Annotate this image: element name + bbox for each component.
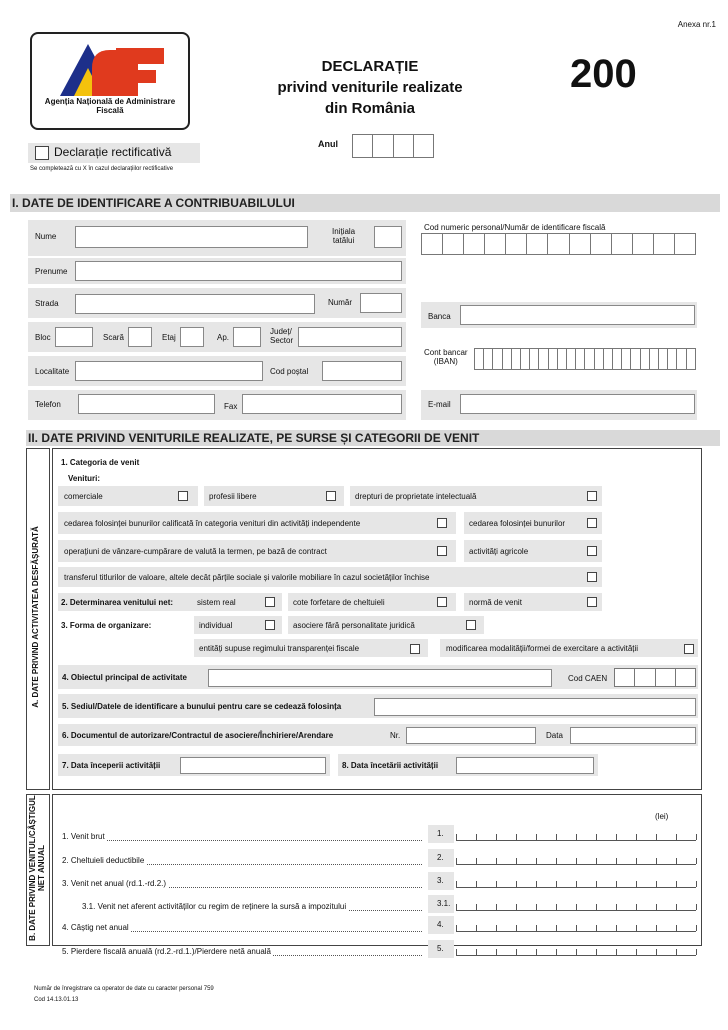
digit-separator [656, 834, 657, 840]
modificarea-label: modificarea modalității/formei de exercitare a activității [446, 644, 639, 653]
digit-separator [676, 949, 677, 955]
obiectul-field[interactable] [208, 669, 552, 687]
profesii-checkbox[interactable] [326, 491, 336, 501]
title-line3: din România [324, 100, 415, 117]
prenume-label: Prenume [35, 267, 68, 276]
agency-name: Agenția Națională de Administrare Fiscală [44, 97, 176, 115]
forma-label: 3. Forma de organizare: [61, 621, 152, 630]
digit-separator [456, 904, 457, 910]
digit-separator [496, 949, 497, 955]
digit-separator [656, 925, 657, 931]
digit-separator [576, 834, 577, 840]
numar-label: Număr [328, 298, 353, 307]
digit-separator [516, 858, 517, 864]
modificarea-checkbox[interactable] [684, 644, 694, 654]
digit-separator [536, 925, 537, 931]
rectificativa-checkbox[interactable] [35, 146, 49, 160]
cod-postal-label: Cod poștal [270, 367, 309, 376]
judet-field[interactable] [298, 327, 402, 347]
digit-separator [516, 904, 517, 910]
digit-separator [596, 881, 597, 887]
individual-checkbox[interactable] [265, 620, 275, 630]
income-row-amount-field[interactable] [456, 896, 696, 911]
cont-label: Cont bancar (IBAN) [424, 348, 468, 366]
telefon-field[interactable] [78, 394, 215, 414]
digit-separator [636, 881, 637, 887]
inceperii-label: 7. Data începerii activității [62, 761, 161, 770]
digit-separator [556, 949, 557, 955]
email-label: E-mail [428, 400, 451, 409]
digit-separator [576, 925, 577, 931]
numar-field[interactable] [360, 293, 402, 313]
section1-title: I. DATE DE IDENTIFICARE A CONTRIBUABILULUI [10, 194, 720, 212]
year-input[interactable] [352, 134, 434, 158]
etaj-label: Etaj [162, 333, 176, 342]
cote-label: cote forfetare de cheltuieli [293, 598, 385, 607]
scara-label: Scară [103, 333, 124, 342]
norma-checkbox[interactable] [587, 597, 597, 607]
income-row-label: 1. Venit brut [62, 832, 105, 841]
digit-separator [456, 834, 457, 840]
transferul-checkbox[interactable] [587, 572, 597, 582]
form-title [240, 56, 500, 119]
year-label: Anul [318, 139, 338, 149]
income-row-label: 2. Cheltuieli deductibile [62, 856, 145, 865]
footer-line1: Număr de înregistrare ca operator de date cu caracter personal 759 [34, 986, 214, 992]
nume-label: Nume [35, 232, 57, 241]
digit-separator [696, 834, 697, 840]
sistem-real-checkbox[interactable] [265, 597, 275, 607]
digit-separator [656, 949, 657, 955]
digit-separator [616, 858, 617, 864]
side-b-label: B. DATE PRIVIND VENITUL/CÂȘTIGUL NET ANUAL [28, 795, 46, 941]
digit-separator [476, 858, 477, 864]
digit-separator [456, 949, 457, 955]
income-row-label: 3.1. Venit net aferent activităților cu regim de reținere la sursă a impozitului [82, 902, 347, 911]
digit-separator [676, 904, 677, 910]
digit-separator [576, 881, 577, 887]
rectificativa-note: Se completează cu X în cazul declarațiilor rectificative [30, 166, 174, 172]
data-label: Data [546, 731, 563, 740]
digit-separator [496, 881, 497, 887]
nume-field[interactable] [75, 226, 308, 248]
income-row-amount-field[interactable] [456, 873, 696, 888]
income-row-number: 3. [437, 876, 444, 885]
digit-separator [456, 925, 457, 931]
comerciale-label: comerciale [64, 492, 103, 501]
digit-separator [496, 925, 497, 931]
data-field[interactable] [570, 727, 696, 744]
email-field[interactable] [460, 394, 695, 414]
section2-title: II. DATE PRIVIND VENITURILE REALIZATE, PE SURSE ȘI CATEGORII DE VENIT [26, 430, 720, 446]
entitati-checkbox[interactable] [410, 644, 420, 654]
agricole-checkbox[interactable] [587, 546, 597, 556]
digit-separator [616, 949, 617, 955]
determinarea-label: 2. Determinarea venitului net: [61, 598, 174, 607]
digit-separator [556, 858, 557, 864]
digit-separator [576, 858, 577, 864]
income-row-label: 5. Pierdere fiscală anuală (rd.2.-rd.1.)/Pierdere netă anuală [62, 947, 272, 956]
digit-separator [556, 904, 557, 910]
digit-separator [656, 858, 657, 864]
sediul-field[interactable] [374, 698, 696, 716]
caen-label: Cod CAEN [568, 674, 608, 683]
income-row-number: 1. [437, 829, 444, 838]
digit-separator [536, 858, 537, 864]
telefon-label: Telefon [35, 400, 61, 409]
income-row-leader [66, 840, 422, 841]
digit-separator [516, 834, 517, 840]
cedarea-calif-label: cedarea folosinței bunurilor calificată în categoria venituri din activități independente [64, 519, 361, 528]
digit-separator [596, 858, 597, 864]
digit-separator [596, 904, 597, 910]
ap-label: Ap. [217, 333, 230, 342]
digit-separator [656, 904, 657, 910]
cedarea-label: cedarea folosinței bunurilor [469, 519, 566, 528]
digit-separator [476, 834, 477, 840]
form-number: 200 [570, 52, 637, 96]
fax-field[interactable] [242, 394, 402, 414]
localitate-field[interactable] [75, 361, 263, 381]
cedarea-calif-checkbox[interactable] [437, 518, 447, 528]
entitati-label: entități supuse regimului transparenței fiscale [199, 644, 360, 653]
etaj-field[interactable] [180, 327, 204, 347]
digit-separator [616, 834, 617, 840]
agricole-label: activități agricole [469, 547, 529, 556]
initiala-field[interactable] [374, 226, 402, 248]
digit-separator [676, 925, 677, 931]
scara-field[interactable] [128, 327, 152, 347]
digit-separator [516, 925, 517, 931]
cote-checkbox[interactable] [437, 597, 447, 607]
digit-separator [616, 925, 617, 931]
digit-separator [616, 904, 617, 910]
title-line1: DECLARAȚIE [321, 58, 419, 75]
comerciale-checkbox[interactable] [178, 491, 188, 501]
localitate-label: Localitate [35, 367, 70, 376]
footer-line2: Cod 14.13.01.13 [34, 997, 79, 1003]
cedarea-checkbox[interactable] [587, 518, 597, 528]
digit-separator [636, 858, 637, 864]
digit-separator [696, 904, 697, 910]
digit-separator [596, 949, 597, 955]
digit-separator [536, 881, 537, 887]
digit-separator [476, 925, 477, 931]
sistem-real-label: sistem real [197, 598, 236, 607]
income-row-amount-field[interactable] [456, 850, 696, 865]
digit-separator [676, 834, 677, 840]
document-label: 6. Documentul de autorizare/Contractul de asociere/Închiriere/Arendare [62, 731, 334, 740]
profesii-label: profesii libere [209, 492, 257, 501]
cnp-input[interactable] [421, 233, 696, 255]
cat-venit-label: 1. Categoria de venit [61, 458, 140, 467]
digit-separator [676, 858, 677, 864]
digit-separator [536, 904, 537, 910]
obiectul-label: 4. Obiectul principal de activitate [62, 673, 187, 682]
individual-label: individual [199, 621, 233, 630]
strada-label: Strada [35, 299, 59, 308]
judet-label: Județ/ Sector [270, 327, 294, 345]
venituri-label: Venituri: [68, 474, 101, 483]
digit-separator [576, 949, 577, 955]
title-line2: privind veniturile realizate [277, 79, 463, 96]
incetarii-label: 8. Data încetării activității [342, 761, 439, 770]
digit-separator [616, 881, 617, 887]
income-row-amount-field[interactable] [456, 917, 696, 932]
digit-separator [476, 881, 477, 887]
rectificativa-label: Declarație rectificativă [54, 145, 172, 159]
income-row-number: 2. [437, 853, 444, 862]
cnp-label: Cod numeric personal/Număr de identificare fiscală [424, 223, 606, 232]
digit-separator [496, 834, 497, 840]
digit-separator [496, 904, 497, 910]
initiala-label: Inițiala tatălui [332, 227, 356, 245]
drepturi-checkbox[interactable] [587, 491, 597, 501]
digit-separator [636, 925, 637, 931]
nr-field[interactable] [406, 727, 536, 744]
agency-logo-icon [50, 38, 170, 98]
digit-separator [696, 881, 697, 887]
digit-separator [556, 925, 557, 931]
annex-label: Anexa nr.1 [677, 20, 716, 29]
strada-field[interactable] [75, 294, 315, 314]
digit-separator [636, 904, 637, 910]
side-a-label: A. DATE PRIVIND ACTIVITATEA DESFĂȘURATĂ [31, 526, 40, 708]
cod-postal-field[interactable] [322, 361, 402, 381]
digit-separator [456, 881, 457, 887]
digit-separator [556, 834, 557, 840]
nr-label: Nr. [390, 731, 401, 740]
digit-separator [596, 834, 597, 840]
digit-separator [516, 881, 517, 887]
income-row-amount-field[interactable] [456, 941, 696, 956]
caen-input[interactable] [614, 668, 696, 687]
incetarii-field[interactable] [456, 757, 594, 774]
iban-input[interactable] [474, 348, 696, 370]
income-row-number: 4. [437, 920, 444, 929]
income-row-number: 5. [437, 944, 444, 953]
operatiuni-checkbox[interactable] [437, 546, 447, 556]
income-row-label: 4. Câștig net anual [62, 923, 129, 932]
digit-separator [696, 925, 697, 931]
digit-separator [696, 949, 697, 955]
sediul-label: 5. Sediul/Datele de identificare a bunului pentru care se cedează folosința [62, 702, 342, 711]
asociere-label: asociere fără personalitate juridică [293, 621, 415, 630]
income-row-number: 3.1. [437, 899, 451, 908]
fax-label: Fax [224, 402, 238, 411]
digit-separator [676, 881, 677, 887]
operatiuni-label: operațiuni de vânzare-cumpărare de valută la termen, pe bază de contract [64, 547, 327, 556]
drepturi-label: drepturi de proprietate intelectuală [355, 492, 477, 501]
digit-separator [516, 949, 517, 955]
income-row-amount-field[interactable] [456, 826, 696, 841]
digit-separator [496, 858, 497, 864]
bloc-label: Bloc [35, 333, 51, 342]
digit-separator [596, 925, 597, 931]
norma-label: normă de venit [469, 598, 522, 607]
ap-field[interactable] [233, 327, 261, 347]
bloc-field[interactable] [55, 327, 93, 347]
digit-separator [476, 904, 477, 910]
digit-separator [536, 949, 537, 955]
digit-separator [636, 834, 637, 840]
banca-field[interactable] [460, 305, 695, 325]
digit-separator [576, 904, 577, 910]
digit-separator [456, 858, 457, 864]
lei-label: (lei) [655, 812, 669, 821]
inceperii-field[interactable] [180, 757, 326, 774]
digit-separator [476, 949, 477, 955]
digit-separator [696, 858, 697, 864]
prenume-field[interactable] [75, 261, 402, 281]
digit-separator [656, 881, 657, 887]
transferul-label: transferul titlurilor de valoare, altele decât părțile sociale și valorile mobiliare în cazul societăților închise [64, 573, 430, 582]
digit-separator [636, 949, 637, 955]
digit-separator [556, 881, 557, 887]
income-row-label: 3. Venit net anual (rd.1.-rd.2.) [62, 879, 167, 888]
banca-label: Banca [428, 312, 451, 321]
asociere-checkbox[interactable] [466, 620, 476, 630]
logo-frame [30, 32, 190, 130]
digit-separator [536, 834, 537, 840]
